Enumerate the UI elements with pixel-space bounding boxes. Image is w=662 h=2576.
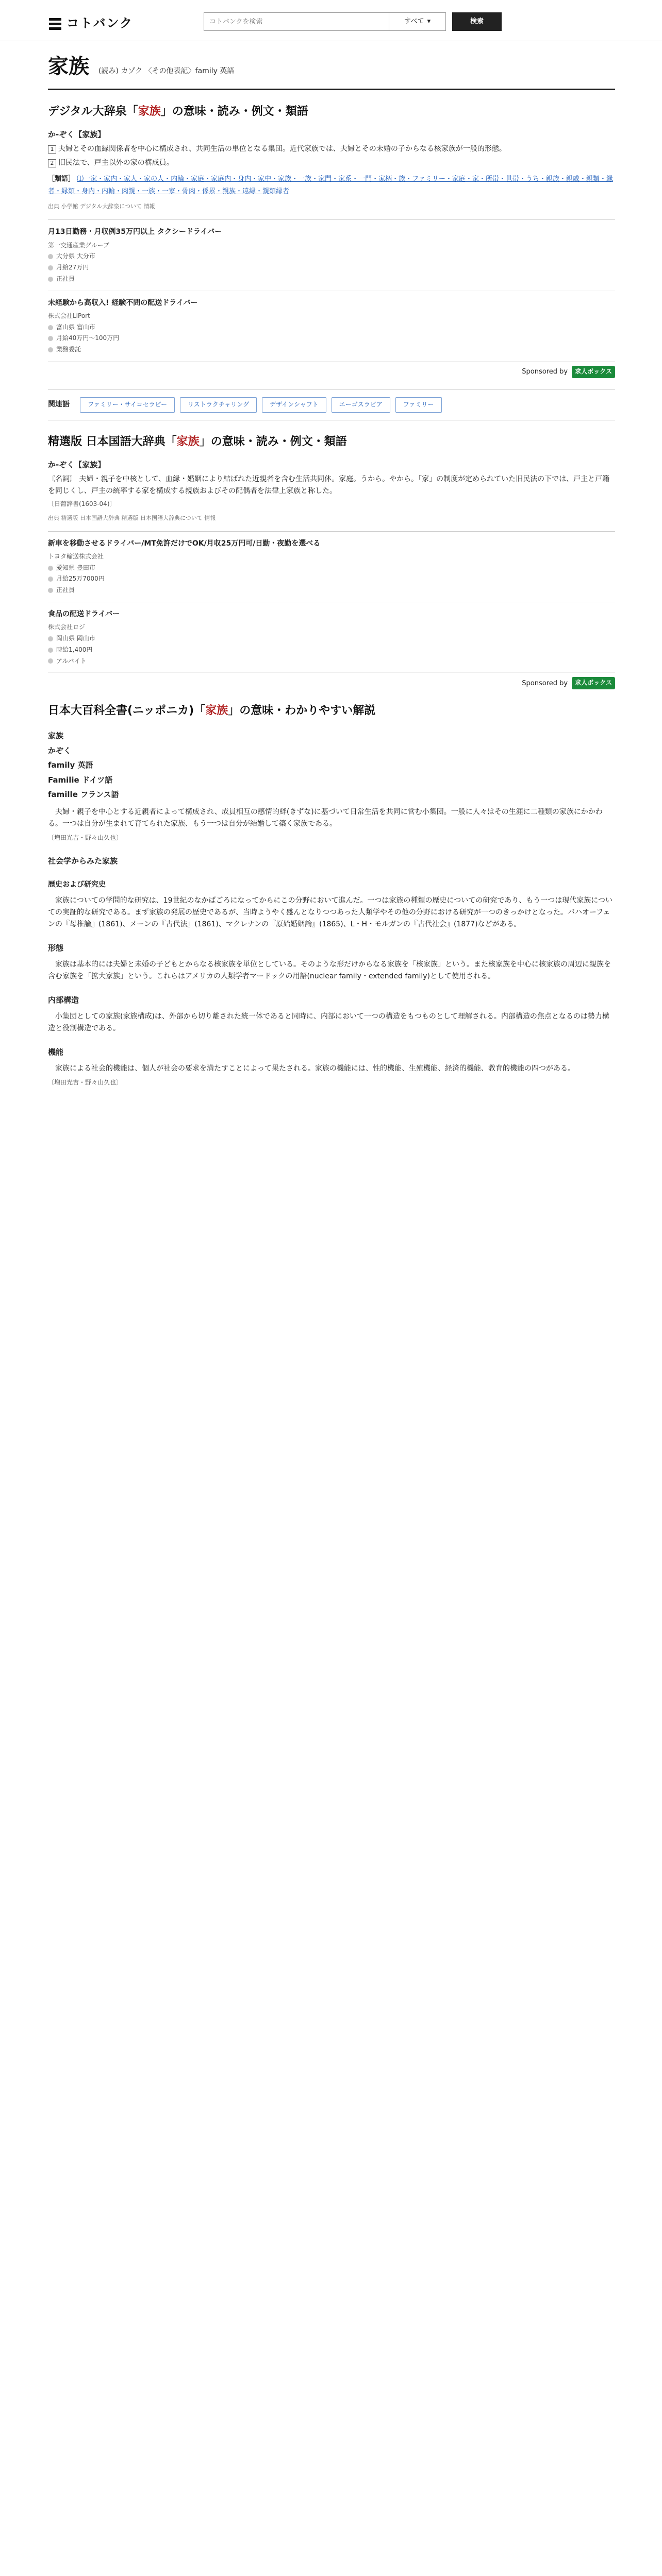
daijirin-title-pre: デジタル大辞泉「: [48, 105, 138, 118]
nikkoku-defs: [48, 473, 615, 510]
sponsor-brand[interactable]: 求人ボックス: [572, 677, 615, 689]
nikkoku-quote: 〔日葡辞書(1603-04)〕: [48, 500, 116, 507]
tag-link[interactable]: リストラクチャリング: [180, 397, 257, 413]
job-company: 株式会社LiPort: [48, 312, 90, 319]
job-type: [48, 345, 615, 355]
job-location-text: 愛知県 豊田市: [56, 564, 95, 571]
search-scope-label: すべて: [404, 18, 424, 26]
section-heading: 形態: [48, 943, 64, 953]
nikkoku-title-q: 家族: [176, 435, 200, 448]
job-type-text: 業務委託: [56, 346, 81, 353]
site-header: [0, 0, 662, 41]
def-number: 1: [48, 145, 56, 154]
daijirin-headword: か‐ぞく【家族】: [48, 130, 106, 140]
section-paragraph: 家族は基本的には夫婦と未婚の子どもとからなる核家族を単位としている。そのような形だけからなる家族を「核家族」という。また核家族を中心に核家族の周辺に親族を含む家族を「拡大家族」という。これらはアメリカの人類学者マードックの用語(nuclear family・extended family)として使用される。: [48, 960, 611, 980]
job-card[interactable]: [48, 602, 615, 673]
yen-icon: [48, 648, 53, 653]
job-location: [48, 634, 615, 644]
entry-reading: (読み) カゾク 〈その他表記〉family 英語: [98, 67, 235, 75]
nipponica-title-post: 」の意味・わかりやすい解説: [228, 704, 376, 718]
job-type: [48, 274, 615, 284]
term: Familie ドイツ語: [48, 775, 113, 785]
daijirin-title-post: 」の意味・読み・例文・類語: [160, 105, 308, 118]
term: family 英語: [48, 760, 93, 770]
job-pay-text: 月給27万円: [56, 264, 89, 272]
section-paragraph: 家族についての学問的な研究は、19世紀のなかばごろになってからにこの分野において進んだ。一つは家族の種類の歴史についての研究であり、もう一つは現代家族についての実証的な研究である。まず家族の発展の歴史であるが、当時ようやく盛んとなりつつあった人類学やその他の分野における研究が一つのきっかけとなった。バハオーフェンの『母権論』(1861)、メーンの『古代法』(1861)、マクレナンの『原始婚姻論』(1865)、L・H・モルガンの『古代社会』(1877)などがある。: [48, 896, 613, 928]
job-title[interactable]: 食品の配送ドライバー: [48, 610, 120, 619]
yen-icon: [48, 336, 53, 341]
def-number: 2: [48, 159, 56, 167]
nikkoku-source: 出典 精選版 日本国語大辞典 精選版 日本国語大辞典について 情報: [48, 514, 216, 521]
job-pay-text: 時給1,400円: [56, 646, 93, 653]
search-scope-select[interactable]: [389, 12, 446, 31]
search-input[interactable]: [204, 12, 389, 31]
daijirin-title-q: 家族: [138, 105, 161, 118]
yen-icon: [48, 265, 53, 270]
job-type: [48, 656, 615, 667]
term: 家族: [48, 731, 64, 741]
job-type: [48, 585, 615, 596]
job-location-text: 岡山県 岡山市: [56, 634, 95, 642]
search-bar: [204, 12, 513, 33]
nikkoku-def: 〘名詞〙 夫婦・親子を中核として、血縁・婚姻により結ばれた近親者を含む生活共同体。家庭。うから。やから。「家」の制度が定められていた旧民法の下では、戸主と戸籍を同じくし、戸主の統率する家を構成する親族およびその配偶者を法律上家族と称した。: [48, 474, 610, 495]
sponsor-text: Sponsored by: [522, 679, 568, 687]
job-pay: [48, 333, 615, 344]
nipponica-title-q: 家族: [205, 704, 228, 718]
daijirin-source: 出典 小学館 デジタル大辞泉について 情報: [48, 203, 155, 210]
chevron-down-icon: ▾: [427, 18, 431, 26]
yen-icon: [48, 577, 53, 582]
briefcase-icon: [48, 588, 53, 593]
job-title[interactable]: 月13日勤務・月収例35万円以上 タクシードライバー: [48, 228, 222, 236]
location-icon: [48, 636, 53, 641]
job-pay: [48, 574, 615, 584]
job-location: [48, 563, 615, 573]
job-type-text: 正社員: [56, 275, 75, 282]
sponsor-line: [48, 677, 615, 689]
location-icon: [48, 325, 53, 330]
nikkoku-heading: [48, 433, 615, 451]
tag-link[interactable]: ファミリー: [395, 397, 442, 413]
job-location-text: 富山県 富山市: [56, 323, 95, 331]
intro-paragraph: 夫婦・親子を中心とする近親者によって構成され、成員相互の感情的絆(きずな)に基づいて日常生活を共同に営む小集団。一般に人々はその生涯に二種類の家族にかかわる。一つは自分が生まれて育てられた家族、もう一つは自分が結婚して築く家族である。: [48, 807, 603, 828]
term: かぞく: [48, 745, 72, 755]
section-heading: 内部構造: [48, 995, 79, 1005]
job-card[interactable]: [48, 220, 615, 291]
nipponica-terms: [48, 728, 615, 802]
location-icon: [48, 566, 53, 571]
briefcase-icon: [48, 347, 53, 352]
job-location: [48, 323, 615, 333]
job-card[interactable]: [48, 291, 615, 362]
job-pay: [48, 263, 615, 273]
entry-title: [48, 49, 615, 90]
location-icon: [48, 254, 53, 259]
logo-text: コトバンク: [67, 16, 134, 30]
entry-word: 家族: [48, 55, 89, 78]
job-pay: [48, 645, 615, 655]
logo-icon: [48, 16, 62, 31]
nipponica-title-pre: 日本大百科全書(ニッポニカ)「: [48, 704, 206, 718]
section-subheading: 歴史および研究史: [48, 880, 106, 889]
author: 〔増田光吉・野々山久也〕: [48, 834, 123, 842]
related-tags: [48, 389, 615, 420]
sponsor-line: [48, 366, 615, 378]
tags-label: 関連語: [48, 400, 70, 409]
tag-link[interactable]: デザインシャフト: [262, 397, 326, 413]
section-paragraph: 小集団としての家族(家族構成)は、外部から切り離された統一体であると同時に、内部において一つの構造をもつものとして理解される。内部構造の焦点となるのは勢力構造と役割構造である。: [48, 1012, 609, 1032]
job-pay-text: 月給25万7000円: [56, 575, 105, 583]
job-title[interactable]: 未経験から高収入! 経験不問の配送ドライバー: [48, 298, 198, 307]
section-heading: [48, 855, 615, 868]
term: famille フランス語: [48, 790, 119, 800]
tag-link[interactable]: エーゴスラビア: [332, 397, 390, 413]
section-title: 社会学からみた家族: [48, 856, 118, 866]
nipponica-body: [48, 806, 615, 1088]
section-heading: 機能: [48, 1047, 64, 1057]
nikkoku-title-post: 」の意味・読み・例文・類語: [199, 435, 347, 448]
tag-link[interactable]: ファミリー・サイコセラピー: [80, 397, 175, 413]
job-card[interactable]: [48, 532, 615, 602]
section-paragraph: 家族による社会的機能は、個人が社会の要求を満たすことによって果たされる。家族の機能には、性的機能、生殖機能、経済的機能、教育的機能の四つがある。: [55, 1064, 575, 1073]
daijirin-related: [48, 173, 615, 198]
job-list-2: [48, 531, 615, 673]
job-pay-text: 月給40万円〜100万円: [56, 334, 120, 342]
related-label: ［類語］: [48, 175, 75, 183]
def-text: 旧民法で、戸主以外の家の構成員。: [58, 159, 174, 167]
def-item: [48, 157, 615, 169]
daijirin-heading: [48, 103, 615, 121]
briefcase-icon: [48, 658, 53, 664]
job-company: 第一交通産業グループ: [48, 241, 110, 249]
site-logo[interactable]: [48, 13, 133, 34]
main-content: [48, 41, 615, 1088]
job-list-1: [48, 219, 615, 362]
author: 〔増田光吉・野々山久也〕: [48, 1078, 123, 1086]
nikkoku-headword: か‐ぞく【家族】: [48, 460, 106, 469]
job-company: 株式会社ロジ: [48, 623, 86, 631]
daijirin-defs: [48, 143, 615, 169]
def-item: [48, 143, 615, 155]
nipponica-heading: [48, 702, 615, 720]
briefcase-icon: [48, 277, 53, 282]
job-title[interactable]: 新車を移動させるドライバー/MT免許だけでOK/月収25万円可/日勤・夜勤を選べる: [48, 539, 321, 548]
job-company: トヨタ輸送株式会社: [48, 552, 104, 560]
sponsor-brand[interactable]: 求人ボックス: [572, 366, 615, 378]
search-button[interactable]: 検索: [452, 12, 502, 31]
job-location: [48, 251, 615, 262]
job-type-text: アルバイト: [56, 657, 87, 665]
job-location-text: 大分県 大分市: [56, 252, 95, 260]
sponsor-text: Sponsored by: [522, 368, 568, 376]
job-type-text: 正社員: [56, 586, 75, 594]
nikkoku-title-pre: 精選版 日本国語大辞典「: [48, 435, 177, 448]
def-text: 夫婦とその血縁関係者を中心に構成され、共同生活の単位となる集団。近代家族では、夫婦とその未婚の子からなる核家族が一般的形態。: [58, 145, 506, 154]
related-links[interactable]: ⑴一家・家内・家人・家の人・内輪・家庭・家庭内・身内・家中・家族・一族・家門・家系・一門・家柄・族・ファミリー・家庭・家・所帯・世帯・うち・親族・親戚・親類・縁者・縁類・身内・内輪・肉親・一族・一家・骨肉・係累・親族・遠縁・親類縁者: [48, 175, 613, 196]
